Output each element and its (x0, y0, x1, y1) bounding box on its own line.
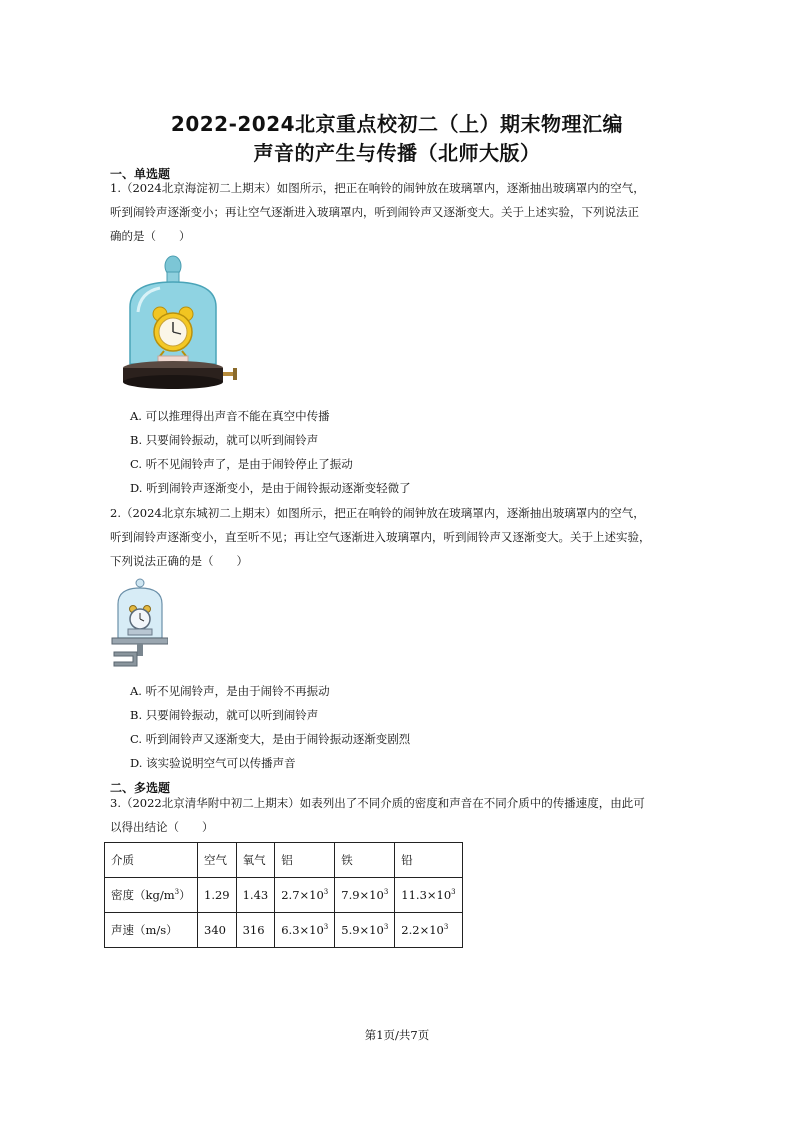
medium-density-sound-speed-table (104, 842, 463, 948)
table-cell: 1.43 (236, 878, 275, 913)
page-footer: 第1页/共7页 (364, 1028, 430, 1042)
document-title: 2022-2024北京重点校初二（上）期末物理汇编 (170, 112, 624, 136)
q1-option-c: C. 听不见闹铃声了，是由于闹铃停止了振动 (130, 457, 353, 471)
table-header-cell: 氧气 (236, 843, 275, 878)
table-row-density (105, 878, 463, 913)
q1-stem-line1: 1.（2024北京海淀初二上期末）如图所示，把正在响铃的闹钟放在玻璃罩内，逐渐抽出玻璃罩内的空气， (110, 181, 645, 195)
table-header-cell: 铝 (275, 843, 335, 878)
table-cell: $5.9\times 10^3$ (335, 913, 395, 948)
q2-option-c: C. 听到闹铃声又逐渐变大，是由于闹铃振动逐渐变剧烈 (130, 732, 411, 746)
q1-option-b: B. 只要闹铃振动，就可以听到闹铃声 (130, 433, 319, 447)
table-header-cell: 铅 (395, 843, 462, 878)
q2-option-d: D. 该实验说明空气可以传播声音 (130, 756, 296, 770)
document-subtitle: 声音的产生与传播（北师大版） (253, 141, 541, 165)
table-cell: $11.3\times 10^3$ (395, 878, 462, 913)
q1-stem-line3: 确的是（ ） (110, 229, 191, 243)
table-cell: $7.9\times 10^3$ (335, 878, 395, 913)
section-heading-multiple-choice: 二、多选题 (110, 781, 171, 795)
q1-option-d: D. 听到闹铃声逐渐变小，是由于闹铃振动逐渐变轻微了 (130, 481, 411, 495)
table-cell: $2.2\times 10^3$ (395, 913, 462, 948)
table-header-cell: 铁 (335, 843, 395, 878)
table-cell: $6.3\times 10^3$ (275, 913, 335, 948)
q3-stem-line1: 3.（2022北京清华附中初二上期末）如表列出了不同介质的密度和声音在不同介质中的传播速度，由此可 (110, 796, 645, 810)
section-heading-single-choice: 一、单选题 (110, 167, 171, 181)
bell-jar-diagram (108, 576, 168, 672)
row-label-density: 密度$(kg/m^3)$ (105, 878, 198, 913)
table-cell: $2.7\times 10^3$ (275, 878, 335, 913)
table-cell: 340 (198, 913, 237, 948)
table-row-speed (105, 913, 463, 948)
row-label-speed: 声速（m/s） (105, 913, 198, 948)
table-header-row (105, 843, 463, 878)
q1-option-a: A. 可以推理得出声音不能在真空中传播 (130, 409, 330, 423)
bell-jar-alarm-clock-photo (120, 252, 240, 394)
table-cell: 1.29 (198, 878, 237, 913)
q1-stem-line2: 听到闹铃声逐渐变小；再让空气逐渐进入玻璃罩内，听到闹铃声又逐渐变大。关于上述实验，下列说法正 (110, 205, 639, 219)
q2-option-b: B. 只要闹铃振动，就可以听到闹铃声 (130, 708, 319, 722)
table-header-cell: 空气 (198, 843, 237, 878)
table-cell: 316 (236, 913, 275, 948)
q3-stem-line2: 以得出结论（ ） (110, 820, 214, 834)
table-header-cell: 介质 (105, 843, 198, 878)
q2-stem-line2: 听到闹铃声逐渐变小，直至听不见；再让空气逐渐进入玻璃罩内，听到闹铃声又逐渐变大。关于上述实验， (110, 530, 651, 544)
q2-option-a: A. 听不见闹铃声，是由于闹铃不再振动 (130, 684, 330, 698)
q2-stem-line3: 下列说法正确的是（ ） (110, 554, 248, 568)
q2-stem-line1: 2.（2024北京东城初二上期末）如图所示，把正在响铃的闹钟放在玻璃罩内，逐渐抽出玻璃罩内的空气， (110, 506, 645, 520)
